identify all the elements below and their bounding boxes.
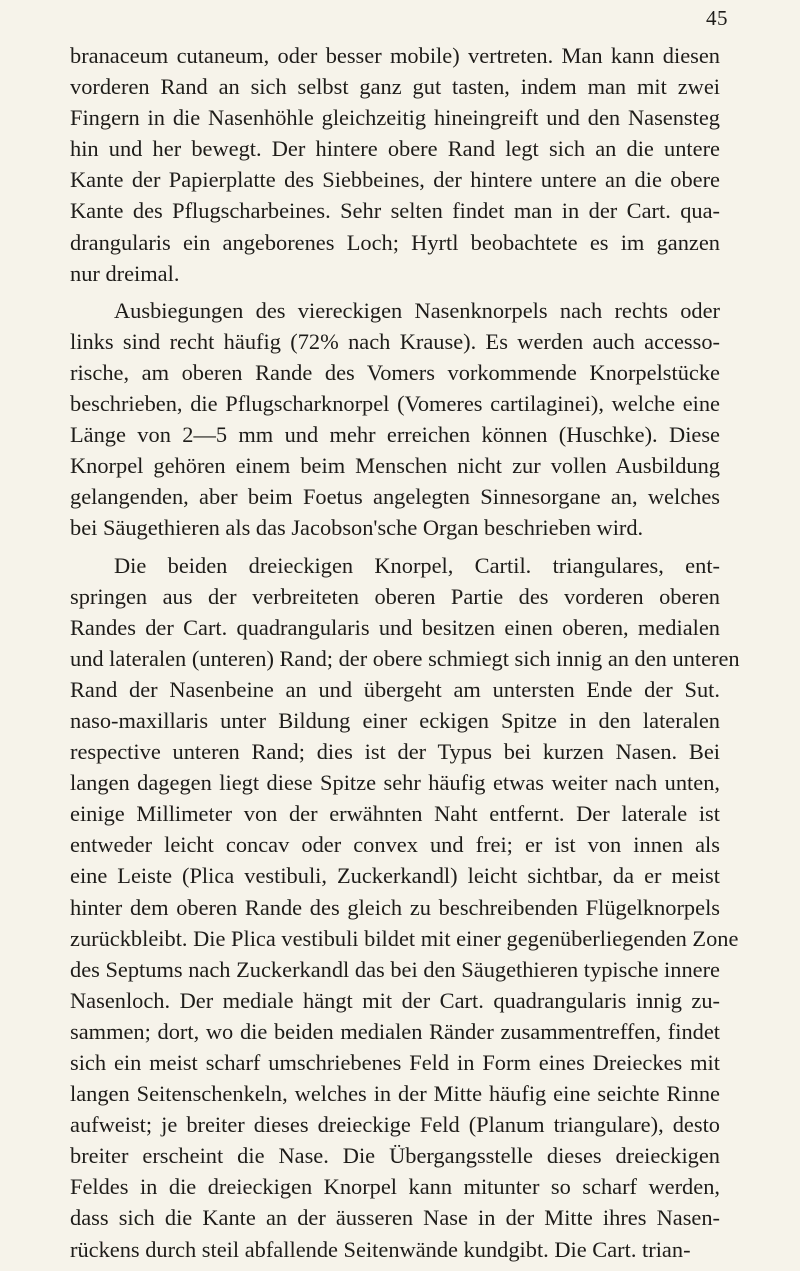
text-line: einige Millimeter von der erwähnten Naht entfernt. Der laterale ist xyxy=(70,801,720,827)
text-line: Feldes in die dreieckigen Knorpel kann mitunter so scharf werden, xyxy=(70,1174,720,1200)
text-line: langen dagegen liegt diese Spitze sehr häufig etwas weiter nach unten, xyxy=(70,770,720,796)
text-line: Kante der Papierplatte des Siebbeines, der hintere untere an die obere xyxy=(70,167,720,193)
text-line: Kante des Pflugscharbeines. Sehr selten findet man in der Cart. qua- xyxy=(70,198,720,224)
text-line: Fingern in die Nasenhöhle gleichzeitig hineingreift und den Nasensteg xyxy=(70,105,720,131)
text-line: respective unteren Rand; dies ist der Typus bei kurzen Nasen. Bei xyxy=(70,739,720,765)
text-line: des Septums nach Zuckerkandl das bei den Säugethieren typische innere xyxy=(70,956,720,982)
text-line: nur dreimal. xyxy=(70,260,180,286)
text-line: sich ein meist scharf umschriebenes Feld in Form eines Dreieckes mit xyxy=(70,1050,720,1075)
text-line: Ausbiegungen des viereckigen Nasenknorpels nach rechts oder xyxy=(114,297,720,323)
page-number: 45 xyxy=(706,6,728,30)
text-line: dass sich die Kante an der äusseren Nase in der Mitte ihres Nasen- xyxy=(70,1205,720,1231)
body-text xyxy=(70,40,740,1265)
text-line: langen Seitenschenkeln, welches in der Mitte häufig eine seichte Rinne xyxy=(70,1081,720,1107)
text-line: springen aus der verbreiteten oberen Partie des vorderen oberen xyxy=(70,583,720,609)
text-line: drangularis ein angeborenes Loch; Hyrtl beobachtete es im ganzen xyxy=(70,229,720,255)
text-line: sammen; dort, wo die beiden medialen Ränder zusammentreffen, findet xyxy=(70,1018,720,1044)
text-line: zurückbleibt. Die Plica vestibuli bildet mit einer gegenüberliegenden Zone xyxy=(70,925,739,951)
text-line: rückens durch steil abfallende Seitenwände kundgibt. Die Cart. trian- xyxy=(70,1236,691,1262)
text-line: Rand der Nasenbeine an und übergeht am untersten Ende der Sut. xyxy=(70,676,720,702)
text-line: gelangenden, aber beim Foetus angelegten Sinnesorgane an, welches xyxy=(70,484,720,510)
text-line: aufweist; je breiter dieses dreieckige Feld (Planum triangulare), desto xyxy=(70,1112,720,1138)
text-line: Nasenloch. Der mediale hängt mit der Cart. quadrangularis innig zu- xyxy=(70,987,720,1013)
text-line: bei Säugethieren als das Jacobson'sche Organ beschrieben wird. xyxy=(70,515,644,541)
text-line: rische, am oberen Rande des Vomers vorkommende Knorpelstücke xyxy=(70,359,720,385)
text-line: vorderen Rand an sich selbst ganz gut tasten, indem man mit zwei xyxy=(70,74,720,100)
text-line: links sind recht häufig (72% nach Krause). Es werden auch accesso- xyxy=(70,328,720,354)
text-line: eine Leiste (Plica vestibuli, Zuckerkandl) leicht sichtbar, da er meist xyxy=(70,863,720,889)
text-line: und lateralen (unteren) Rand; der obere schmiegt sich innig an den unteren xyxy=(70,645,740,671)
text-line: entweder leicht concav oder convex und frei; er ist von innen als xyxy=(70,832,720,858)
text-line: Länge von 2—5 mm und mehr erreichen können (Huschke). Diese xyxy=(70,422,720,448)
paragraph-p1 xyxy=(70,40,720,289)
text-line: breiter erscheint die Nase. Die Übergangsstelle dieses dreieckigen xyxy=(70,1143,720,1169)
text-line: hin und her bewegt. Der hintere obere Rand legt sich an die untere xyxy=(70,136,720,162)
paragraph-p2 xyxy=(70,295,720,544)
text-line: Randes der Cart. quadrangularis und besitzen einen oberen, medialen xyxy=(70,614,720,640)
text-line: hinter dem oberen Rande des gleich zu beschreibenden Flügelknorpels xyxy=(70,894,720,920)
text-line: Die beiden dreieckigen Knorpel, Cartil. triangulares, ent- xyxy=(114,552,720,578)
text-line: naso-maxillaris unter Bildung einer eckigen Spitze in den lateralen xyxy=(70,707,720,733)
text-line: branaceum cutaneum, oder besser mobile) vertreten. Man kann diesen xyxy=(70,43,720,68)
paragraph-p3 xyxy=(70,550,740,1265)
text-line: beschrieben, die Pflugscharknorpel (Vomeres cartilaginei), welche eine xyxy=(70,391,720,417)
text-line: Knorpel gehören einem beim Menschen nicht zur vollen Ausbildung xyxy=(70,453,720,479)
